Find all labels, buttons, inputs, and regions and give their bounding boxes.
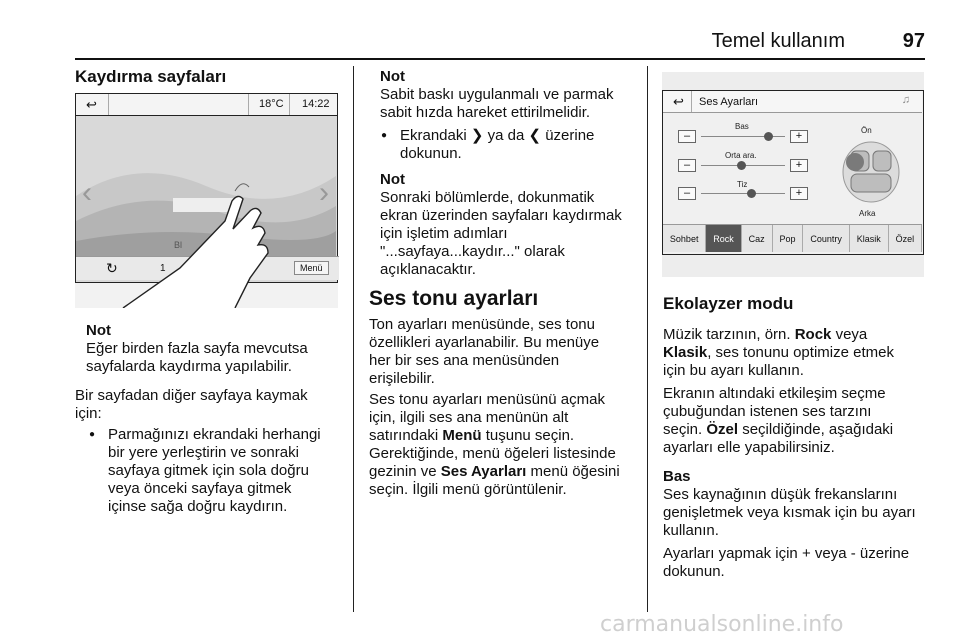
repeat-icon: ↻ (106, 260, 118, 276)
bass-plus-button: + (790, 130, 808, 143)
eq-para-2-line-4: ayarları elle yapabilirsiniz. (663, 439, 835, 456)
tone-para-1-line-1: Ton ayarları menüsünde, ses tonu (369, 316, 595, 333)
column-divider-2 (647, 66, 648, 612)
treble-slider-knob (747, 189, 756, 198)
para-1-line-2: için: (75, 405, 102, 422)
tone-para-2-line-5 (369, 463, 620, 481)
text-run: tuşunu seçin. (481, 427, 575, 444)
eq-para-1-line-3: için bu ayarı kullanın. (663, 362, 804, 379)
bass-para-line-3: kullanın. (663, 522, 719, 539)
eq-para-2-line-1: Ekranın altındaki etkileşim seçme (663, 385, 886, 402)
tone-para-2-line-4: Gerektiğinde, menü öğeleri listesinde (369, 445, 616, 462)
tone-para-2-line-6: seçin. İlgili menü görüntülenir. (369, 481, 567, 498)
mid-label: Orta ara. (725, 151, 757, 160)
watermark: carmanualsonline.info (600, 612, 844, 637)
tone-para-1-line-3: her bir ses ana menüsünden (369, 352, 560, 369)
tab-caz: Caz (742, 225, 773, 252)
scroll-figure (75, 93, 338, 308)
treble-label: Tiz (737, 180, 748, 189)
note-3-title: Not (380, 171, 405, 188)
eq-para-2-line-3 (663, 421, 893, 439)
mid-minus-button: – (678, 159, 696, 172)
window-title-bar (663, 91, 922, 113)
treble-minus-button: – (678, 187, 696, 200)
chevron-right-icon: › (319, 176, 329, 209)
text-run: , ses tonunu optimize etmek (707, 344, 894, 361)
text-run: Müzik tarzının, örn. (663, 326, 795, 343)
note-3-line-2: ekran üzerinden sayfaları kaydırmak (380, 207, 622, 224)
bullet-1-line-5: içinse sağa doğru kaydırın. (108, 498, 288, 515)
bass-para-line-1: Ses kaynağının düşük frekanslarını (663, 486, 898, 503)
equalizer-mode-tab-bar (663, 224, 922, 252)
note-2-line-2: sabit hızda hareket ettirilmelidir. (380, 104, 591, 121)
sound-settings-keyword: Ses Ayarları (440, 463, 527, 480)
tone-para-1-line-4: erişilebilir. (369, 370, 435, 387)
treble-slider-track (701, 193, 785, 194)
mid-slider-knob (737, 161, 746, 170)
page-number: 97 (902, 30, 925, 52)
page-counter-partial: 1 (160, 263, 166, 274)
note-2-line-1: Sabit baskı uygulanmalı ve parmak (380, 86, 614, 103)
chevron-left-icon: ‹ (82, 176, 92, 209)
section-title: Temel kullanım (711, 30, 845, 52)
section-heading-scroll-pages: Kaydırma sayfaları (75, 67, 227, 86)
tone-para-2-line-2: için, ilgili ses ana menünün alt (369, 409, 569, 426)
menu-button: Menü (294, 261, 329, 275)
klasik-keyword: Klasik (663, 344, 708, 361)
bullet-2-line-1: ● Ekrandaki ❯ ya da ❮ üzerine (400, 127, 594, 145)
tone-para-1-line-2: özellikleri ayarlanabilir. Bu menüye (369, 334, 600, 351)
rock-keyword: Rock (794, 326, 832, 343)
section-heading-equalizer: Ekolayzer modu (663, 294, 794, 313)
tab-country: Country (803, 225, 849, 252)
sound-settings-window (662, 90, 924, 255)
menu-keyword: Menü (442, 427, 482, 444)
window-title: Ses Ayarları (699, 96, 759, 108)
bullet-2-line-2: dokunun. (400, 145, 462, 162)
tab-rock: Rock (706, 225, 741, 252)
tab-pop: Pop (773, 225, 804, 252)
bullet-1-line-3: sayfaya gitmek için sola doğru (108, 462, 309, 479)
back-icon: ↩ (673, 94, 684, 109)
tone-para-2-line-1: Ses tonu ayarları menüsünü açmak (369, 391, 605, 408)
eq-para-1-line-1 (663, 326, 867, 344)
para-1-line-1: Bir sayfadan diğer sayfaya kaymak (75, 387, 308, 404)
tone-para-2-line-3 (369, 427, 574, 445)
text-run: veya (831, 326, 868, 343)
finger-swipe-illustration (75, 93, 338, 308)
column-divider-1 (353, 66, 354, 612)
text-run: satırındaki (369, 427, 443, 444)
clock-readout: 14:22 (302, 98, 330, 110)
tab-klasik: Klasik (850, 225, 889, 252)
bass-subheading: Bas (663, 468, 691, 485)
treble-plus-button: + (790, 187, 808, 200)
text-run: gezinin ve (369, 463, 441, 480)
file-name-partial: Bl (174, 240, 183, 250)
note-3-line-1: Sonraki bölümlerde, dokunmatik (380, 189, 595, 206)
back-icon: ↩ (86, 97, 97, 112)
eq-para-1-line-2 (663, 344, 894, 362)
text-run: seçildiğinde, aşağıdaki (738, 421, 894, 438)
sound-settings-figure (662, 72, 924, 277)
tab-sohbet: Sohbet (663, 225, 706, 252)
adjust-para-line-2: dokunun. (663, 563, 725, 580)
adjust-para-line-1: Ayarları yapmak için + veya - üzerine (663, 545, 910, 562)
page-header (75, 26, 925, 60)
mid-plus-button: + (790, 159, 808, 172)
bass-minus-button: – (678, 130, 696, 143)
note-3-line-5: açıklanacaktır. (380, 261, 476, 278)
note-1-title: Not (86, 322, 111, 339)
note-2-title: Not (380, 68, 405, 85)
note-1-line-2: sayfalarda kaydırma yapılabilir. (86, 358, 292, 375)
note-3-line-4: "...sayfaya...kaydır..." olarak (380, 243, 565, 260)
eq-para-2-line-2: çubuğundan istenen ses tarzını (663, 403, 872, 420)
front-label: Ön (861, 126, 872, 135)
note-1-line-1: Eğer birden fazla sayfa mevcutsa (86, 340, 308, 357)
tab-ozel: Özel (889, 225, 922, 252)
bullet-1-line-1: ● Parmağınızı ekrandaki herhangi (108, 426, 321, 444)
bullet-1-line-2: bir yere yerleştirin ve sonraki (108, 444, 299, 461)
note-3-line-3: için işletim adımları (380, 225, 508, 242)
rear-label: Arka (859, 209, 876, 218)
header-rule (75, 58, 925, 60)
text-run: seçin. (663, 421, 707, 438)
car-seat-balance-icon (833, 136, 909, 208)
bullet-1-line-4: veya önceki sayfaya gitmek (108, 480, 292, 497)
music-note-icon: ♫ (901, 94, 910, 106)
bass-para-line-2: genişletmek veya kısmak için bu ayarı (663, 504, 916, 521)
text-run: menü öğesini (526, 463, 620, 480)
ozel-keyword: Özel (706, 421, 739, 438)
bass-slider-knob (764, 132, 773, 141)
bass-label: Bas (735, 122, 749, 131)
section-heading-tone-settings: Ses tonu ayarları (369, 287, 539, 310)
temperature-readout: 18°C (259, 98, 284, 110)
